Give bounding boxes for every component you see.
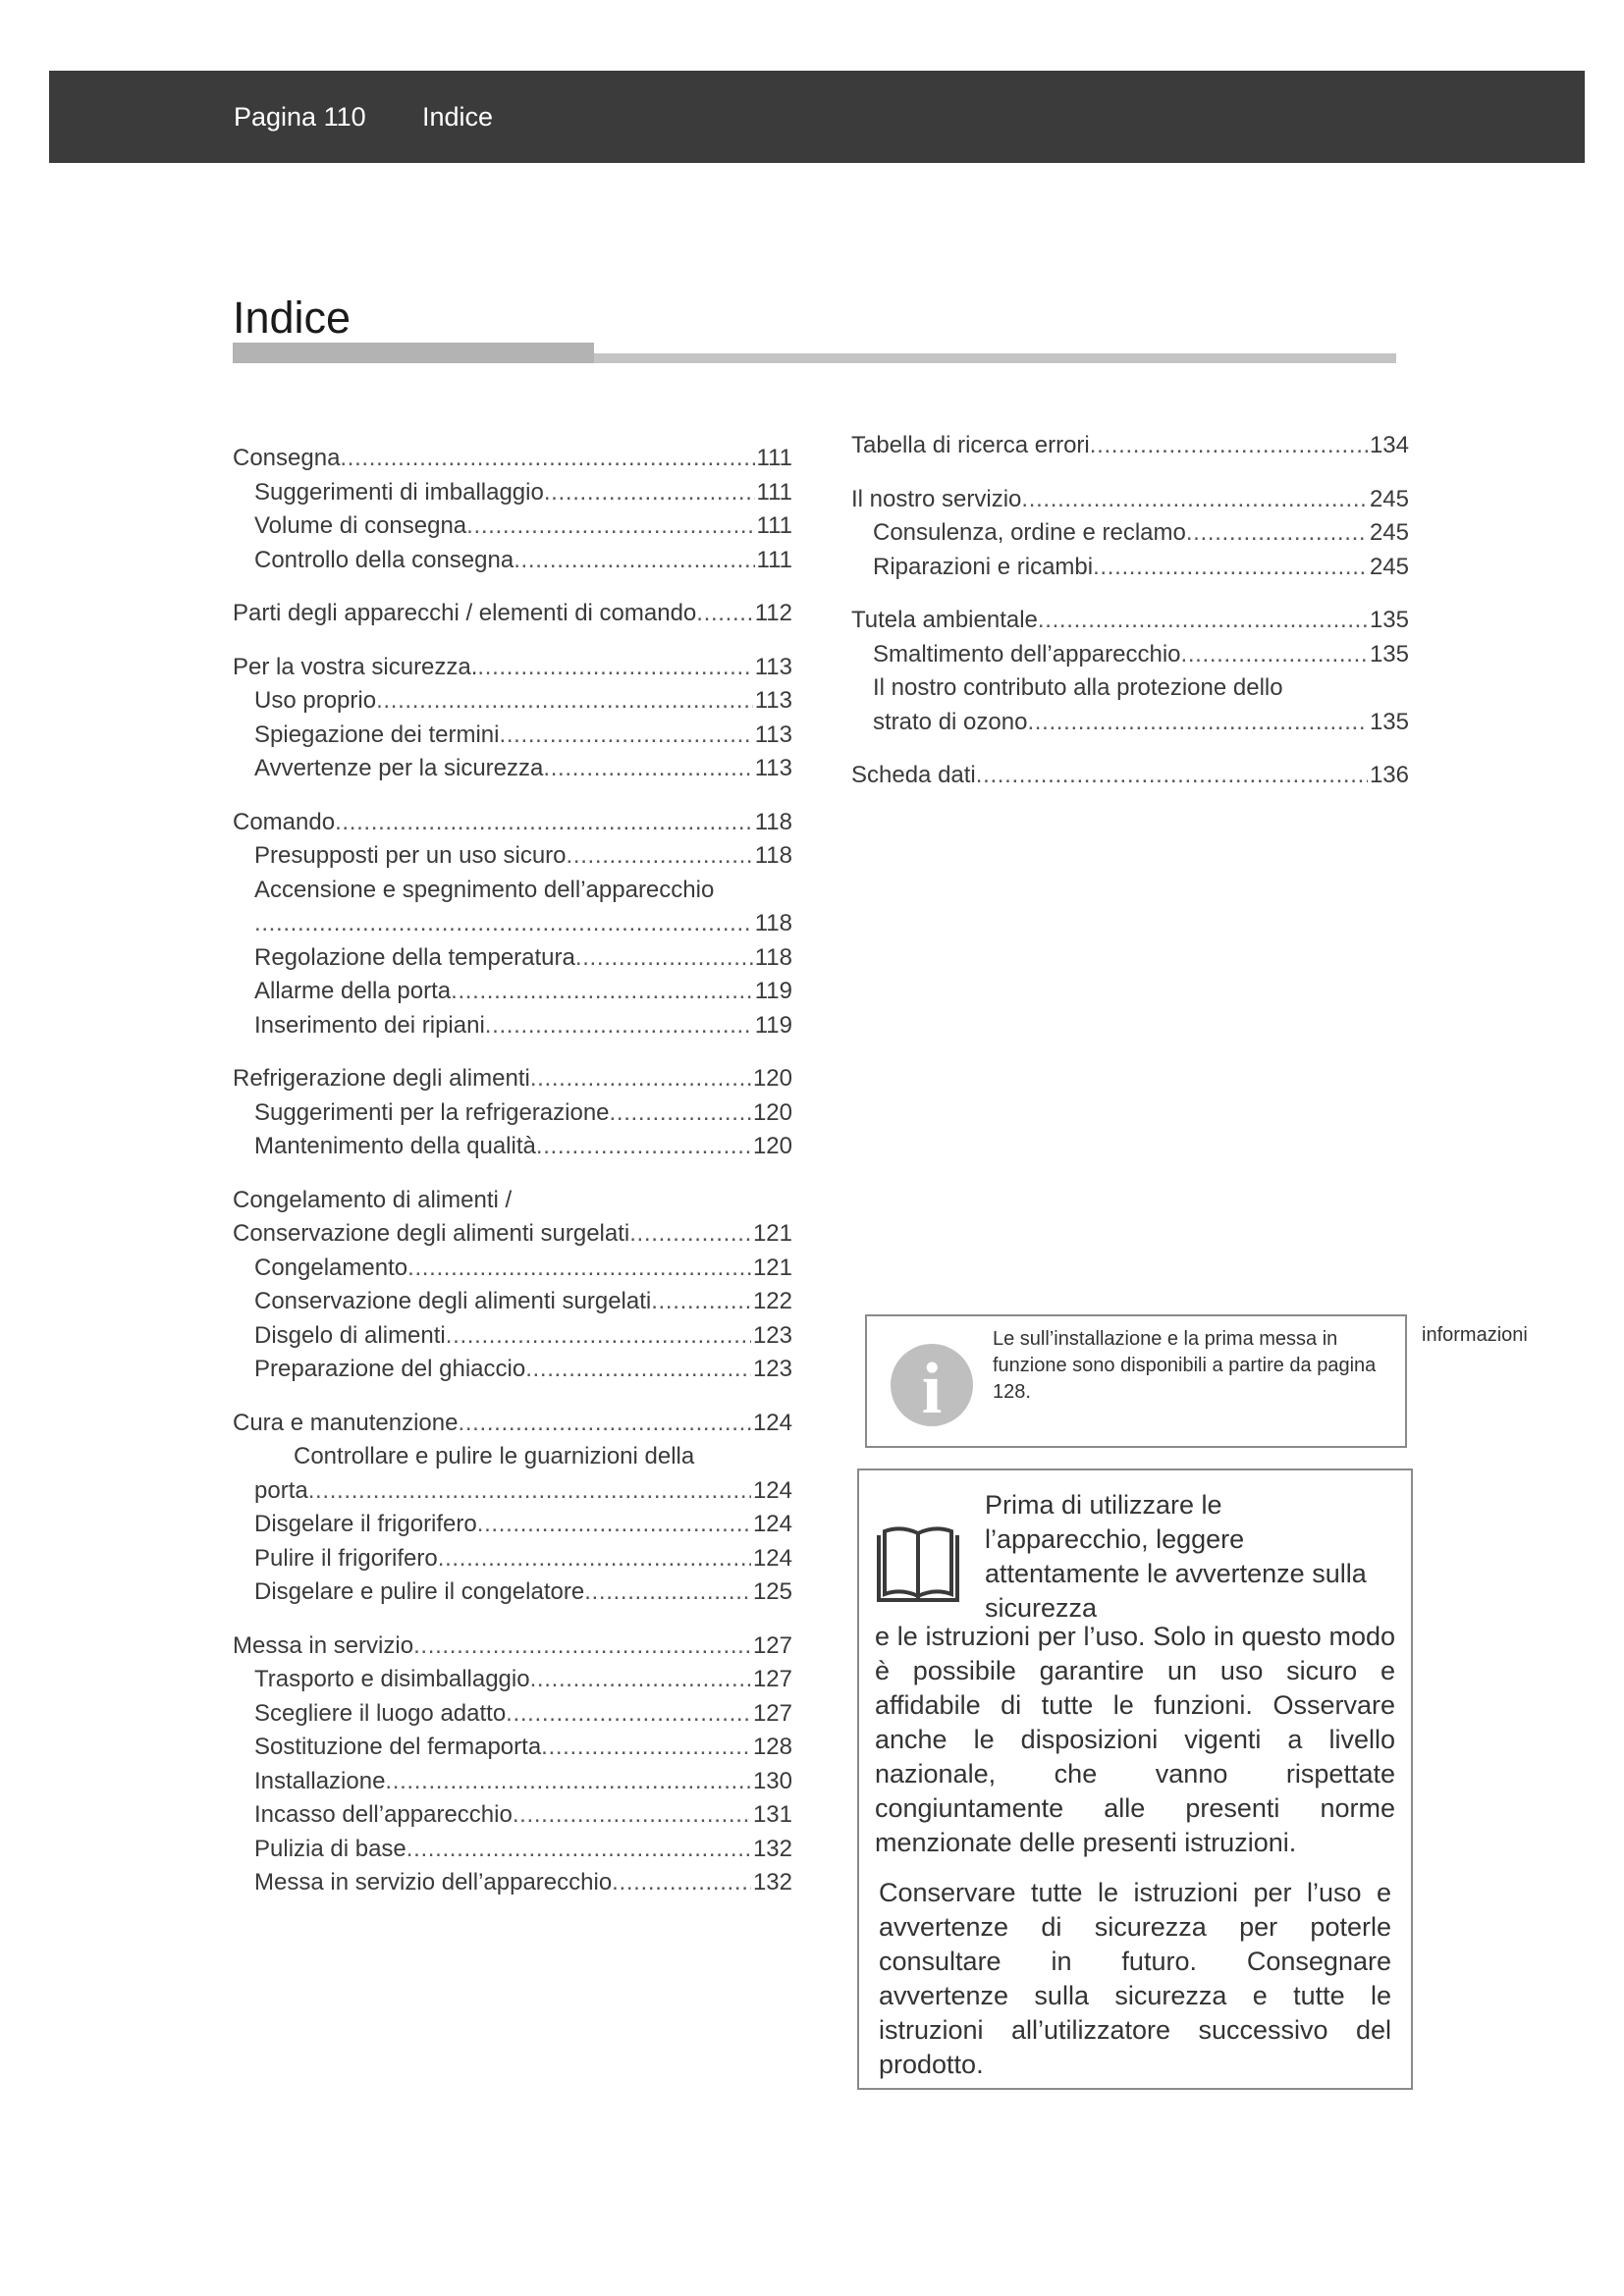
page-number: Pagina 110 [234, 102, 366, 132]
toc-entry-title: Tabella di ricerca errori [851, 432, 1090, 458]
toc-leader-dots [1093, 551, 1368, 585]
toc-page-number: 127 [752, 1666, 792, 1692]
toc-page-number: 124 [752, 1409, 792, 1436]
toc-page-number: 127 [752, 1699, 792, 1727]
toc-group [851, 483, 1409, 585]
toc-entry [233, 544, 792, 578]
toc-entry-title: Controllo della consegna [254, 546, 514, 573]
toc-group [851, 759, 1409, 793]
toc-entry [233, 1575, 792, 1610]
toc-entry [233, 442, 792, 476]
toc-entry-title: Scegliere il luogo adatto [254, 1699, 507, 1727]
toc-page-number: 121 [752, 1254, 792, 1281]
toc-entry [233, 1629, 792, 1664]
toc-leader-dots [446, 1319, 751, 1354]
toc-leader-dots [651, 1285, 751, 1319]
toc-leader-dots [451, 975, 753, 1009]
toc-entry [233, 907, 792, 941]
toc-entry [233, 1184, 792, 1218]
toc-entry-title: Scheda dati [851, 762, 976, 788]
toc-page-number: 135 [1369, 607, 1409, 633]
toc-left-column [233, 442, 792, 1920]
toc-entry [851, 516, 1409, 551]
info-icon: i [891, 1344, 973, 1426]
toc-entry [233, 1217, 792, 1252]
toc-entry-title: Suggerimenti per la refrigerazione [254, 1098, 610, 1126]
toc-entry-title: Regolazione della temperatura [254, 943, 575, 971]
toc-entry-title: Incasso dell’apparecchio [254, 1801, 513, 1828]
toc-leader-dots [544, 476, 755, 510]
page-title: Indice [233, 293, 352, 343]
toc-entry [233, 1866, 792, 1900]
toc-leader-dots [340, 442, 754, 476]
toc-leader-dots [567, 839, 753, 874]
toc-leader-dots [543, 752, 752, 786]
book-icon [875, 1525, 961, 1608]
toc-entry [233, 1319, 792, 1354]
toc-entry [233, 1440, 792, 1474]
toc-entry [233, 1096, 792, 1131]
toc-page-number: 118 [754, 943, 792, 971]
toc-leader-dots [458, 1407, 750, 1441]
toc-entry [233, 1407, 792, 1441]
toc-entry-title: Il nostro contributo alla protezione dello [873, 674, 1283, 701]
toc-leader-dots [513, 1798, 751, 1833]
toc-entry-title: Spiegazione dei termini [254, 721, 500, 748]
toc-page-number: 111 [756, 445, 792, 471]
toc-entry-title: Allarme della porta [254, 978, 452, 1004]
toc-leader-dots [976, 759, 1368, 793]
toc-entry [233, 1798, 792, 1833]
toc-entry [851, 551, 1409, 585]
toc-entry-title: Mantenimento della qualità [254, 1133, 536, 1159]
toc-page-number: 119 [754, 978, 792, 1004]
toc-leader-dots [612, 1866, 751, 1900]
toc-entry-title: Messa in servizio [233, 1631, 414, 1659]
toc-entry-title: Per la vostra sicurezza. [233, 653, 478, 680]
toc-page-number: 120 [752, 1133, 792, 1159]
toc-entry-title: Conservazione degli alimenti surgelati [233, 1220, 630, 1247]
toc-leader-dots [407, 1252, 751, 1286]
warning-paragraph-2: Conservare tutte le istruzioni per l’uso e avvertenze di sicurezza per poterle consultare in futuro. Consegnare avvertenze sulla sicurezza e tutte le istruzioni all’utilizzatore successivo del prodotto. [879, 1878, 1391, 2079]
toc-page-number: 113 [754, 721, 792, 748]
toc-entry [233, 1663, 792, 1697]
toc-group [233, 1629, 792, 1900]
toc-entry [233, 1353, 792, 1387]
toc-page-number: 111 [756, 478, 792, 506]
toc-entry-title: porta [254, 1476, 308, 1504]
toc-page-number: 245 [1369, 519, 1409, 546]
info-text: Le sull’installazione e la prima messa in funzione sono disponibili a partire da pagina 128. [993, 1328, 1377, 1403]
toc-entry-title: Disgelare il frigorifero [254, 1511, 477, 1537]
toc-leader-dots [1181, 638, 1368, 672]
toc-entry-title: Avvertenze per la sicurezza [254, 755, 544, 781]
toc-group [851, 429, 1409, 463]
toc-page-number: 124 [752, 1544, 792, 1572]
page-header [49, 71, 1585, 163]
toc-leader-dots [530, 1062, 751, 1096]
toc-leader-dots [477, 1508, 751, 1542]
toc-leader-dots [1027, 706, 1368, 740]
toc-group [233, 806, 792, 1043]
toc-page-number: 245 [1369, 485, 1409, 512]
toc-entry [233, 719, 792, 753]
toc-entry-title: Preparazione del ghiaccio [254, 1356, 526, 1382]
toc-entry [233, 874, 792, 908]
toc-group [233, 1062, 792, 1164]
toc-entry-title: Consulenza, ordine e reclamo [873, 519, 1186, 546]
toc-page-number: 125 [752, 1578, 792, 1605]
toc-entry-title: Inserimento dei ripiani [254, 1011, 485, 1039]
toc-page-number: 118 [754, 910, 792, 936]
toc-group [851, 604, 1409, 739]
info-box [865, 1314, 1407, 1448]
toc-entry-title: Congelamento [254, 1254, 408, 1281]
toc-page-number: 111 [756, 546, 792, 573]
toc-group [233, 1407, 792, 1610]
toc-group [233, 442, 792, 577]
toc-leader-dots [413, 1629, 751, 1664]
warning-box [857, 1468, 1413, 2090]
toc-leader-dots [385, 1765, 751, 1799]
warning-intro: Prima di utilizzare le l’apparecchio, leggere attentamente le avvertenze sulla sicurezza [985, 1490, 1367, 1623]
toc-page-number: 118 [754, 808, 792, 835]
toc-entry [233, 839, 792, 874]
toc-entry-title: Uso proprio [254, 687, 377, 714]
toc-entry [851, 483, 1409, 517]
toc-leader-dots [499, 719, 752, 753]
toc-entry-title: Conservazione degli alimenti surgelati [254, 1288, 652, 1314]
toc-entry [851, 638, 1409, 672]
toc-entry [851, 759, 1409, 793]
toc-entry [233, 1765, 792, 1799]
toc-entry [233, 1474, 792, 1509]
toc-entry [233, 509, 792, 544]
toc-entry-title: Tutela ambientale [851, 607, 1038, 633]
toc-entry [233, 597, 792, 631]
toc-entry-title: Sostituzione del fermaporta [254, 1734, 542, 1760]
toc-group [233, 1184, 792, 1387]
toc-entry [233, 1508, 792, 1542]
toc-leader-dots [536, 1130, 751, 1164]
toc-leader-dots [514, 544, 754, 578]
toc-page-number: 112 [754, 600, 792, 626]
toc-page-number: 118 [754, 842, 792, 869]
toc-entry-title: strato di ozono [873, 708, 1028, 735]
toc-page-number: 123 [752, 1356, 792, 1382]
toc-leader-dots [485, 1009, 753, 1043]
toc-entry [851, 706, 1409, 740]
toc-entry-title: Congelamento di alimenti / [233, 1186, 513, 1213]
toc-entry [233, 941, 792, 976]
toc-entry [233, 1697, 792, 1732]
toc-entry-title: Messa in servizio dell’apparecchio [254, 1869, 613, 1896]
toc-page-number: 124 [752, 1511, 792, 1537]
toc-page-number: 113 [754, 653, 792, 680]
toc-entry [233, 975, 792, 1009]
toc-leader-dots [1090, 429, 1368, 463]
toc-page-number: 111 [756, 512, 792, 539]
toc-entry-title: Comando [233, 808, 336, 835]
toc-page-number: 136 [1369, 762, 1409, 788]
toc-entry [233, 752, 792, 786]
toc-group [233, 597, 792, 631]
toc-page-number: 127 [752, 1631, 792, 1659]
title-underline-accent [233, 343, 594, 363]
toc-entry-title: Smaltimento dell’apparecchio [873, 640, 1181, 667]
toc-right-column [851, 429, 1409, 813]
toc-page-number: 135 [1369, 708, 1409, 735]
toc-entry-title: Pulizia di base [254, 1835, 406, 1862]
toc-entry-title: Controllare e pulire le guarnizioni della [294, 1443, 695, 1469]
toc-leader-dots [308, 1474, 751, 1509]
toc-entry-title: Volume di consegna [254, 512, 467, 539]
toc-page-number: 130 [752, 1767, 792, 1794]
toc-leader-dots [335, 806, 753, 840]
toc-page-number: 113 [754, 755, 792, 781]
toc-leader-dots [254, 907, 753, 941]
toc-leader-dots [466, 509, 754, 544]
toc-entry-title: Suggerimenti di imballaggio [254, 478, 544, 506]
toc-leader-dots [376, 684, 753, 719]
toc-entry-title: Installazione [254, 1767, 386, 1794]
warning-paragraph: e le istruzioni per l’uso. Solo in questo modo è possibile garantire un uso sicuro e affidabile di tutte le funzioni. Osservare anche le disposizioni vigenti a livello nazionale, che vanno rispettate congiuntamente alle presenti norme menzionate delle presenti istruzioni. [875, 1622, 1395, 1857]
toc-page-number: 132 [752, 1869, 792, 1896]
toc-leader-dots [1021, 483, 1368, 517]
toc-page-number: 128 [752, 1734, 792, 1760]
toc-entry-title: Parti degli apparecchi / elementi di comando [233, 600, 697, 626]
toc-entry [851, 429, 1409, 463]
toc-entry-title: Riparazioni e ricambi [873, 553, 1094, 580]
toc-page-number: 135 [1369, 640, 1409, 667]
toc-entry [233, 684, 792, 719]
toc-leader-dots [406, 1833, 751, 1867]
header-section-title: Indice [422, 102, 494, 132]
toc-page-number: 119 [754, 1011, 792, 1039]
toc-group [233, 651, 792, 786]
toc-page-number: 123 [752, 1321, 792, 1349]
toc-entry [851, 671, 1409, 706]
toc-entry [233, 1731, 792, 1765]
toc-entry [851, 604, 1409, 638]
toc-entry [233, 1285, 792, 1319]
toc-entry-title: Disgelo di alimenti [254, 1321, 446, 1349]
info-side-text: informazioni [1422, 1324, 1528, 1346]
toc-leader-dots [541, 1731, 751, 1765]
toc-entry-title: Accensione e spegnimento dell’apparecchio [254, 876, 715, 903]
toc-leader-dots [525, 1353, 751, 1387]
toc-leader-dots [610, 1096, 751, 1131]
toc-leader-dots [1186, 516, 1368, 551]
toc-entry [233, 1130, 792, 1164]
toc-entry-title: Consegna [233, 445, 341, 471]
toc-page-number: 121 [752, 1220, 792, 1247]
toc-page-number: 122 [752, 1288, 792, 1314]
toc-leader-dots [584, 1575, 751, 1610]
toc-entry [233, 1062, 792, 1096]
toc-leader-dots [438, 1542, 751, 1576]
toc-entry-title: Pulire il frigorifero [254, 1544, 438, 1572]
toc-entry-title: Refrigerazione degli alimenti [233, 1065, 530, 1092]
toc-entry-title: Disgelare e pulire il congelatore [254, 1578, 585, 1605]
toc-page-number: 245 [1369, 553, 1409, 580]
toc-leader-dots [696, 597, 752, 631]
toc-page-number: 134 [1369, 432, 1409, 458]
toc-page-number: 120 [752, 1098, 792, 1126]
toc-entry [233, 1542, 792, 1576]
toc-entry [233, 1009, 792, 1043]
toc-page-number: 132 [752, 1835, 792, 1862]
toc-entry [233, 651, 792, 685]
toc-page-number: 120 [752, 1065, 792, 1092]
toc-page-number: 131 [752, 1801, 792, 1828]
toc-leader-dots [629, 1217, 751, 1252]
toc-entry-title: Cura e manutenzione [233, 1409, 459, 1436]
toc-page-number: 124 [752, 1476, 792, 1504]
toc-page-number: 113 [754, 687, 792, 714]
toc-entry [233, 476, 792, 510]
toc-entry [233, 1833, 792, 1867]
toc-entry [233, 1252, 792, 1286]
toc-leader-dots [506, 1697, 751, 1732]
toc-leader-dots [530, 1663, 751, 1697]
toc-leader-dots [575, 941, 753, 976]
toc-entry-title: Il nostro servizio [851, 485, 1022, 512]
toc-entry [233, 806, 792, 840]
toc-entry-title: Trasporto e disimballaggio [254, 1666, 530, 1692]
toc-entry-title: Presupposti per un uso sicuro [254, 842, 567, 869]
toc-leader-dots [477, 651, 752, 685]
toc-leader-dots [1038, 604, 1368, 638]
